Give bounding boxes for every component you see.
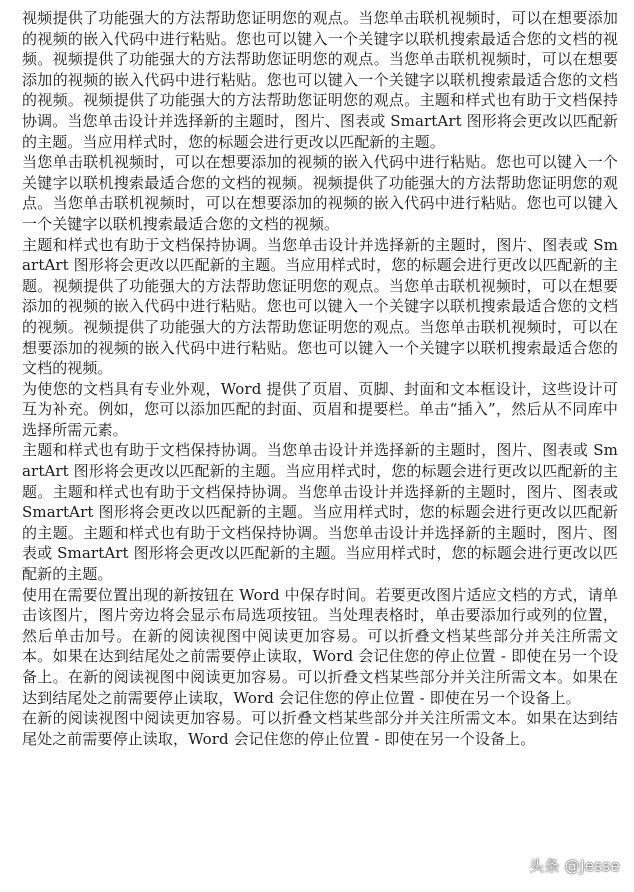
paragraph-7: 在新的阅读视图中阅读更加容易。可以折叠文档某些部分并关注所需文本。如果在达到结尾处之前需要停止读取，Word 会记住您的停止位置 - 即使在另一个设备上。 [22,709,618,748]
paragraph-6: 使用在需要位置出现的新按钮在 Word 中保存时间。若要更改图片适应文档的方式，请单击该图片，图片旁边将会显示布局选项按钮。当处理表格时，单击要添加行或列的位置，然后单击加号。在新的阅读视图中阅读更加容易。可以折叠文档某些部分并关注所需文本。如果在达到结尾处之前需要停止读取，Word 会记住您的停止位置 - 即使在另一个设备上。在新的阅读视图中阅读更加容易。可以折叠文档某些部分并关注所需文本。如果在达到结尾处之前需要停止读取，Word 会记住您的停止位置 - 即使在另一个设备上。 [22,585,618,707]
paragraph-5: 主题和样式也有助于文档保持协调。当您单击设计并选择新的主题时，图片、图表或 SmartArt 图形将会更改以匹配新的主题。当应用样式时，您的标题会进行更改以匹配新的主题。主题和样式也有助于文档保持协调。当您单击设计并选择新的主题时，图片、图表或 SmartArt 图形将会更改以匹配新的主题。当应用样式时，您的标题会进行更改以匹配新的主题。主题和样式也有助于文档保持协调。当您单击设计并选择新的主题时，图片、图表或 SmartArt 图形将会更改以匹配新的主题。当应用样式时，您的标题会进行更改以匹配新的主题。 [22,441,618,584]
paragraph-2: 当您单击联机视频时，可以在想要添加的视频的嵌入代码中进行粘贴。您也可以键入一个关键字以联机搜索最适合您的文档的视频。视频提供了功能强大的方法帮助您证明您的观点。当您单击联机视频时，可以在想要添加的视频的嵌入代码中进行粘贴。您也可以键入一个关键字以联机搜索最适合您的文档的视频。 [22,153,618,233]
paragraph-3: 主题和样式也有助于文档保持协调。当您单击设计并选择新的主题时，图片、图表或 SmartArt 图形将会更改以匹配新的主题。当应用样式时，您的标题会进行更改以匹配新的主题。视频提供了功能强大的方法帮助您证明您的观点。当您单击联机视频时，可以在想要添加的视频的嵌入代码中进行粘贴。您也可以键入一个关键字以联机搜索最适合您的文档的视频。视频提供了功能强大的方法帮助您证明您的观点。当您单击联机视频时，可以在想要添加的视频的嵌入代码中进行粘贴。您也可以键入一个关键字以联机搜索最适合您的文档的视频。 [22,235,618,378]
document-body [22,8,618,749]
watermark: 头条 @Jesse [529,857,620,875]
paragraph-4: 为使您的文档具有专业外观，Word 提供了页眉、页脚、封面和文本框设计，这些设计可互为补充。例如，您可以添加匹配的封面、页眉和提要栏。单击“插入”，然后从不同库中选择所需元素。 [22,379,618,439]
paragraph-1: 视频提供了功能强大的方法帮助您证明您的观点。当您单击联机视频时，可以在想要添加的视频的嵌入代码中进行粘贴。您也可以键入一个关键字以联机搜索最适合您的文档的视频。视频提供了功能强大的方法帮助您证明您的观点。当您单击联机视频时，可以在想要添加的视频的嵌入代码中进行粘贴。您也可以键入一个关键字以联机搜索最适合您的文档的视频。视频提供了功能强大的方法帮助您证明您的观点。主题和样式也有助于文档保持协调。当您单击设计并选择新的主题时，图片、图表或 SmartArt 图形将会更改以匹配新的主题。当应用样式时，您的标题会进行更改以匹配新的主题。 [22,9,618,151]
